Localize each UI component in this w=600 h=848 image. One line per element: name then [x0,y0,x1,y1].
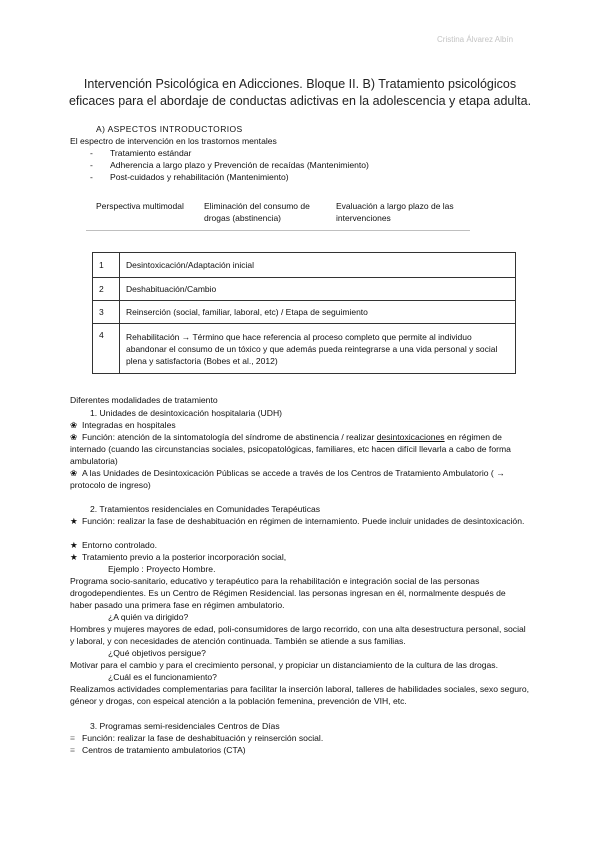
table-row [93,253,516,278]
modalities-intro: Diferentes modalidades de tratamiento [70,395,218,405]
phase-number: 1 [93,253,120,278]
section-a-heading: A) ASPECTOS INTRODUCTORIOS [96,124,243,134]
list-item: ★ Tratamiento previo a la posterior incorporación social, [70,552,287,562]
star-bullet-icon: ★ [70,516,78,526]
modality-2-title: 2. Tratamientos residenciales en Comunidades Terapéuticas [90,504,321,514]
question: ¿A quién va dirigido? [108,612,189,622]
lines-bullet-icon: ≡ [70,745,76,755]
phase-text: Deshabituación/Cambio [120,278,516,301]
multimodal-table [86,190,470,231]
document-title-line-2: eficaces para el abordaje de conductas adictivas en la adolescencia y etapa adulta. [68,94,532,108]
list-item: ❀ Función: atención de la sintomatología del síndrome de abstinencia / realizar desintoxicaciones en régimen de internado (cuando las circunstancias sociales, psicopatológicas, familiares, etc hacen difícil llevarla a cabo de forma ambulatoria) [70,432,511,466]
flower-bullet-icon: ❀ [70,420,78,430]
lines-bullet-icon: ≡ [70,733,76,743]
section-a-intro: El espectro de intervención en los trastornos mentales [70,136,277,146]
star-bullet-icon: ★ [70,552,78,562]
phase-number: 4 [93,324,120,374]
link-desintoxicaciones[interactable]: desintoxicaciones [376,432,445,442]
phase-number: 2 [93,278,120,301]
list-item: ❀ Integradas en hospitales [70,420,176,430]
table-cell: intervenciones [336,213,391,223]
paragraph: Programa socio-sanitario, educativo y terapéutico para la rehabilitación e integración social de las personas drogodependientes. Es un Centro de Régimen Residencial. las personas ingresan en él, normalmente después de haber pasado una primera fase en régimen ambulatorio. [70,576,506,610]
phase-text: Desintoxicación/Adaptación inicial [120,253,516,278]
list-item: ≡ Función: realizar la fase de deshabituación y reinserción social. [70,733,324,743]
modality-1-title: 1. Unidades de desintoxicación hospitalaria (UDH) [90,408,283,418]
table-cell: Evaluación a largo plazo de las [336,201,454,211]
flower-bullet-icon: ❀ [70,432,78,442]
phase-number: 3 [93,301,120,324]
paragraph: Motivar para el cambio y para el crecimiento personal, y propiciar un distanciamiento de la cultura de las drogas. [70,660,498,670]
table-cell: drogas (abstinencia) [204,213,282,223]
document-title-line-1: Intervención Psicológica en Adicciones. Bloque II. B) Tratamiento psicológicos [83,77,517,91]
star-bullet-icon: ★ [70,540,78,550]
table-cell: Eliminación del consumo de [204,201,310,211]
author-name: Cristina Álvarez Albín [437,35,514,44]
example-text: Ejemplo : Proyecto Hombre. [108,564,216,574]
list-item: ❀ A las Unidades de Desintoxicación Públicas se accede a través de los Centros de Tratamiento Ambulatorio ( → protocolo de ingreso) [70,468,505,490]
table-row [93,301,516,324]
list-item: ≡ Centros de tratamiento ambulatorios (CTA) [70,745,246,755]
table-row [93,324,516,374]
phase-text: Reinserción (social, familiar, laboral, etc) / Etapa de seguimiento [120,301,516,324]
paragraph: Realizamos actividades complementarias para facilitar la inserción laboral, talleres de habilidades sociales, sexo seguro, géneor y drogas, con espeical atención a la población femenina, prevención de VIH, etc. [70,684,530,706]
phases-table [92,252,516,374]
table-row [93,278,516,301]
table-cell: Perspectiva multimodal [96,201,184,211]
question: ¿Cuál es el funcionamiento? [108,672,217,682]
flower-bullet-icon: ❀ [70,468,78,478]
list-item: ★ Función: realizar la fase de deshabituación en régimen de internamiento. Puede incluir unidades de desintoxicación. [70,516,525,526]
question: ¿Qué objetivos persigue? [108,648,206,658]
phase-text: Rehabilitación → Término que hace referencia al proceso completo que permite al individuo abandonar el consumo de un tóxico y que además pueda reintegrarse a una vida personal y social plena y satisfactoria (Bobes et al., 2012) [120,324,516,374]
modality-3-title: 3. Programas semi-residenciales Centros de Días [90,721,280,731]
paragraph: Hombres y mujeres mayores de edad, poli-consumidores de largo recorrido, con una alta desestructura personal, social y laboral, y con necesidades de atención continuada. También se atiende a sus familias. [70,624,526,646]
list-item: ★ Entorno controlado. [70,540,158,550]
